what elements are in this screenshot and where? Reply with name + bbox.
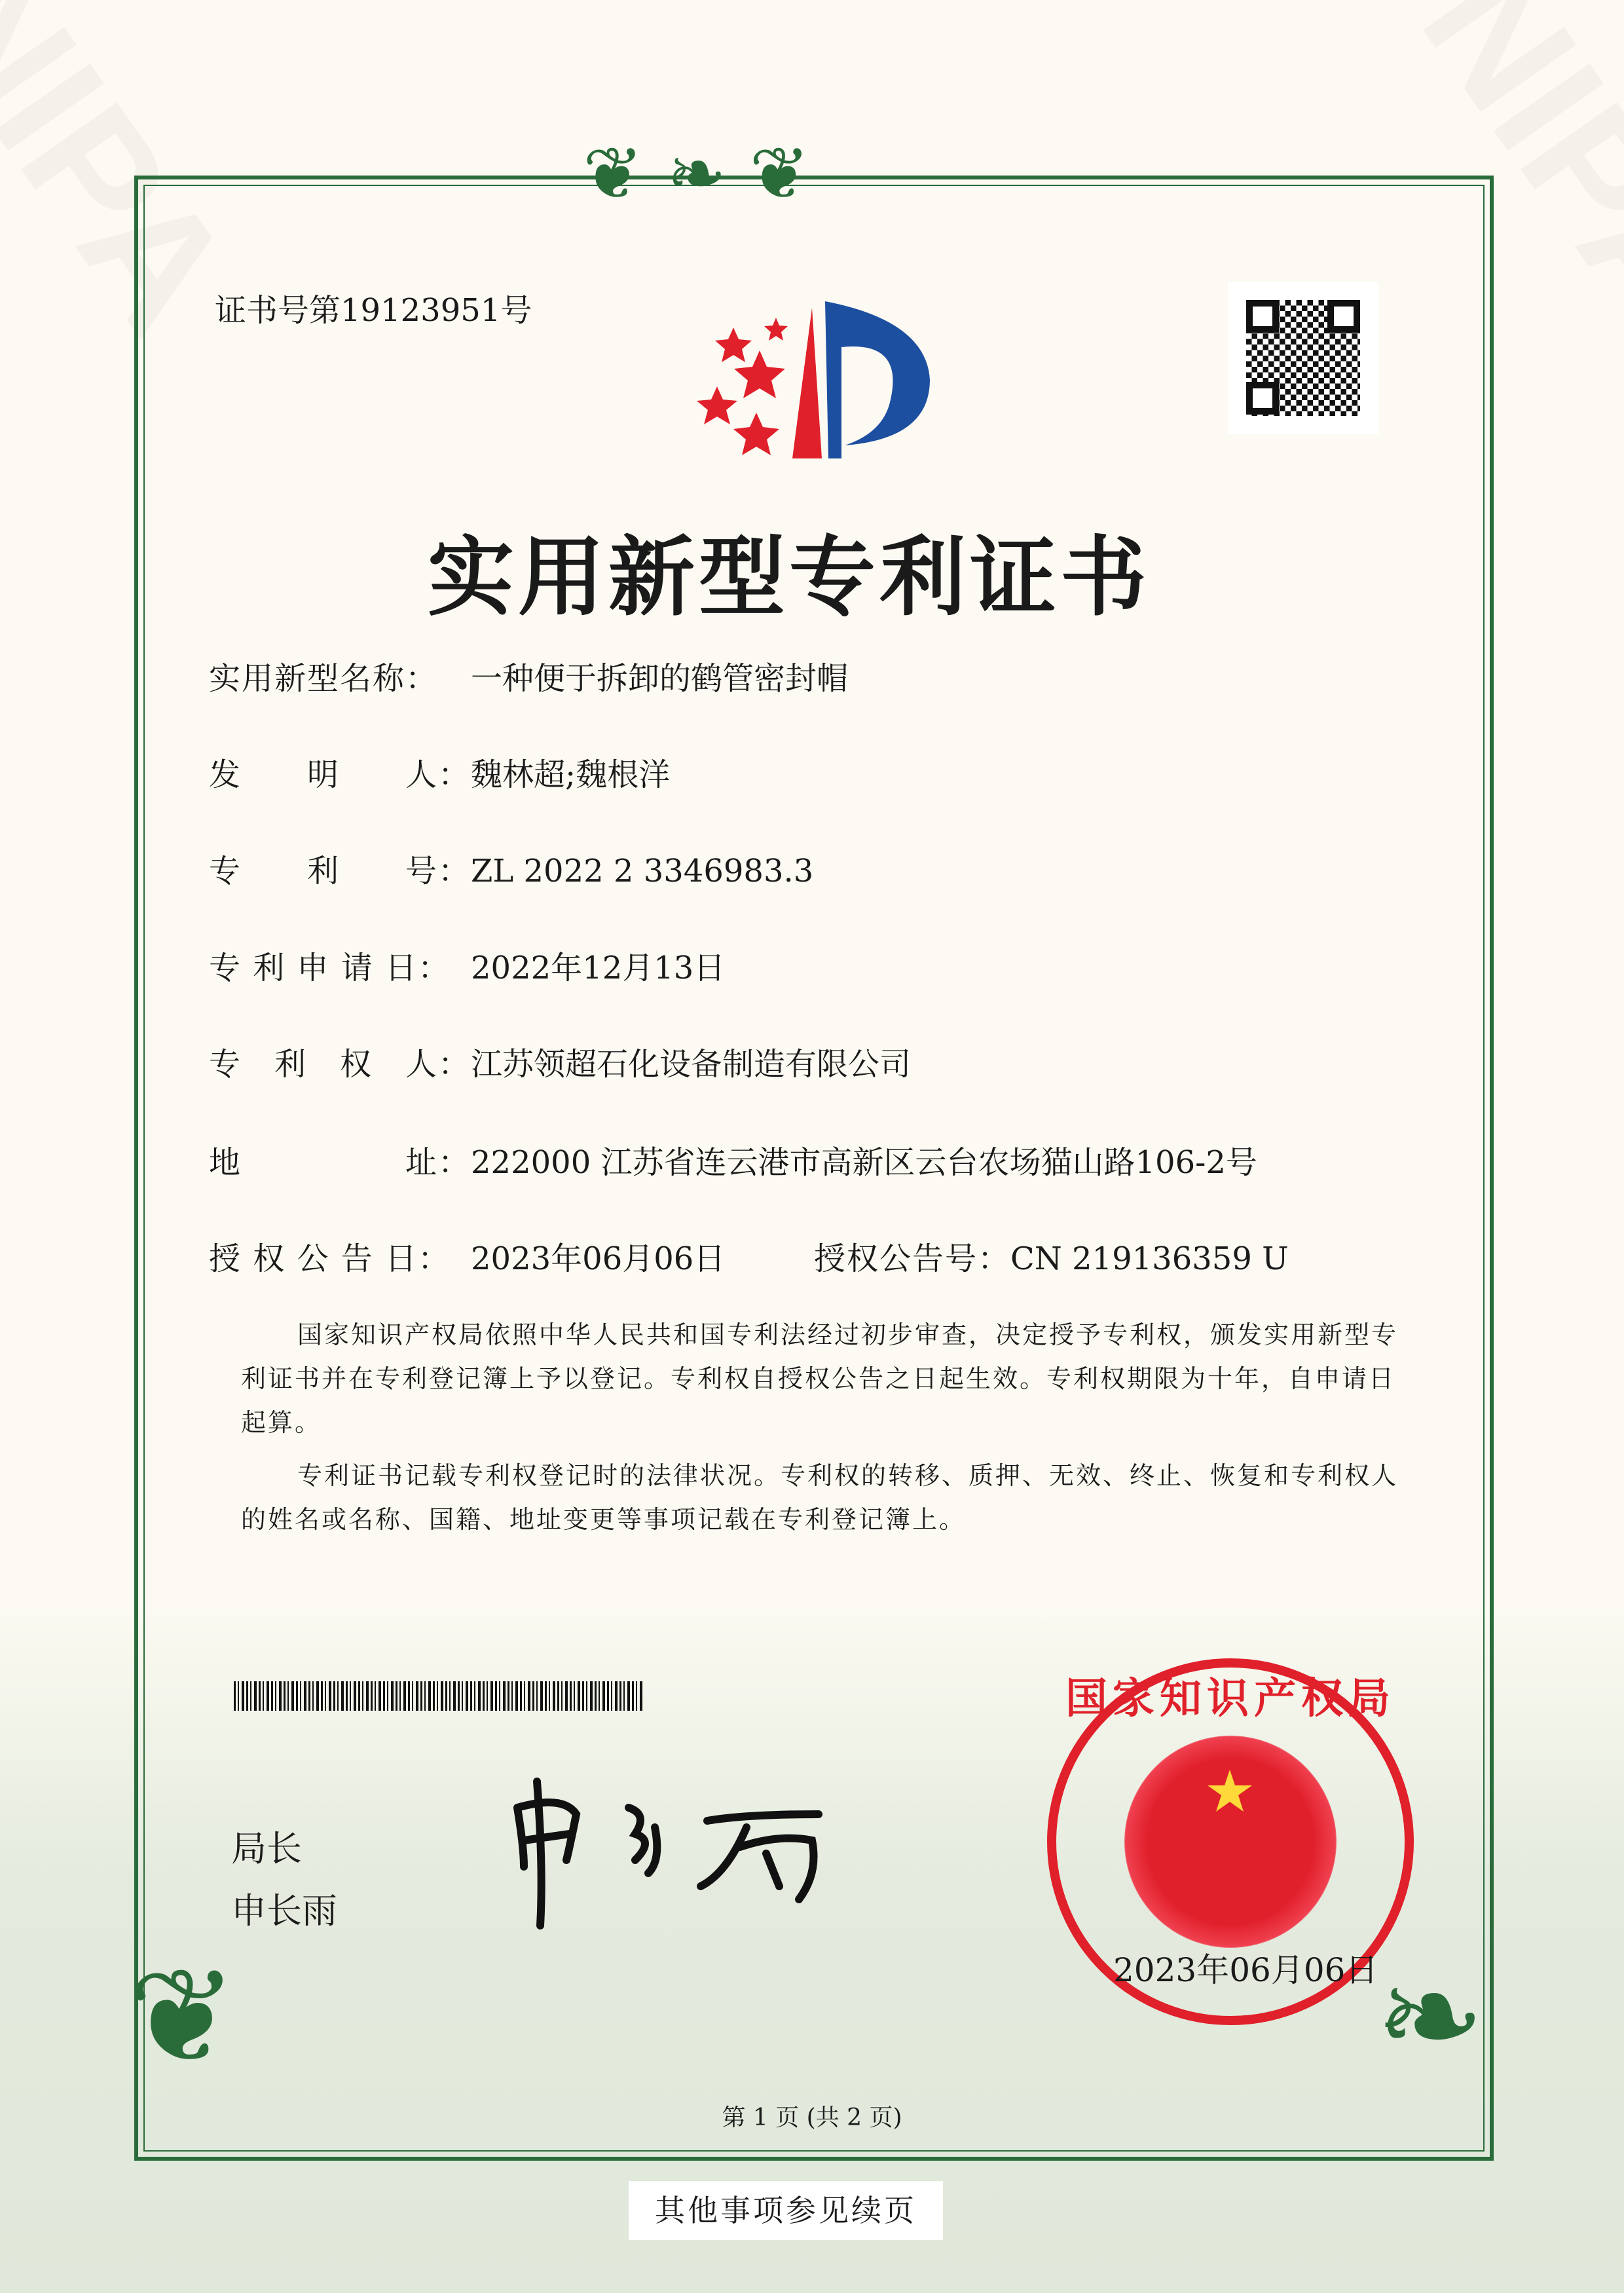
field-label: 专 利 号： — [209, 853, 471, 889]
field-label: 专 利 申 请 日： — [209, 950, 451, 986]
director-title: 局长 — [231, 1828, 302, 1869]
field-value: 2023年06月06日 — [471, 1240, 726, 1277]
corner-ornament-icon: ❧ — [1375, 1941, 1485, 2093]
seal-text: 国家知识产权局 — [1065, 1674, 1395, 1723]
field-label: 实用新型名称： — [209, 660, 439, 697]
field-value: 魏林超;魏根洋 — [471, 756, 671, 793]
field-inventor — [209, 749, 670, 794]
star-icon — [1207, 1768, 1253, 1814]
field-value: ZL 2022 2 3346983.3 — [471, 853, 814, 889]
field-patent-number — [209, 846, 813, 891]
top-ornament-icon: ❦ ❧ ❦ — [583, 132, 810, 215]
field-grant-pub-number — [814, 1233, 1289, 1278]
field-label: 地 址： — [209, 1144, 471, 1181]
director-name: 申长雨 — [231, 1890, 337, 1931]
barcode — [234, 1681, 643, 1711]
corner-ornament-icon: ❦ — [128, 1941, 238, 2093]
field-value: 2022年12月13日 — [471, 950, 726, 986]
field-label: 授权公告号： — [814, 1240, 1011, 1277]
continued-note: 其他事项参见续页 — [629, 2181, 943, 2240]
seal-date: 2023年06月06日 — [1113, 1951, 1378, 1989]
field-grant-date — [209, 1233, 725, 1278]
certificate-number: 证书号第19123951号 — [215, 292, 532, 329]
statement-paragraph: 国家知识产权局依照中华人民共和国专利法经过初步审查，决定授予专利权，颁发实用新型专利证书并在专利登记簿上予以登记。专利权自授权公告之日起生效。专利权期限为十年，自申请日起算。 — [241, 1320, 1399, 1437]
field-value: 一种便于拆卸的鹤管密封帽 — [471, 660, 849, 697]
field-label: 授 权 公 告 日： — [209, 1240, 451, 1277]
field-value: 江苏领超石化设备制造有限公司 — [471, 1046, 912, 1083]
statement-paragraph: 专利证书记载专利权登记时的法律状况。专利权的转移、质押、无效、终止、恢复和专利权人的姓名或名称、国籍、地址变更等事项记载在专利登记簿上。 — [241, 1461, 1399, 1534]
field-value: 222000 江苏省连云港市高新区云台农场猫山路106-2号 — [471, 1144, 1257, 1181]
field-address — [209, 1137, 1257, 1182]
certificate-title: 实用新型专利证书 — [428, 527, 1151, 628]
page-indicator: 第 1 页 (共 2 页) — [722, 2104, 902, 2131]
field-label: 专 利 权 人： — [209, 1046, 471, 1083]
cnipa-logo-icon — [694, 282, 943, 465]
field-label: 发 明 人： — [209, 756, 471, 793]
qr-code[interactable] — [1228, 282, 1378, 434]
director-signature — [504, 1768, 838, 1932]
field-application-date — [209, 942, 725, 988]
field-utility-model-name — [209, 653, 848, 698]
field-value: CN 219136359 U — [1010, 1240, 1289, 1277]
national-emblem-icon — [1124, 1736, 1337, 1948]
field-patentee — [209, 1039, 911, 1084]
